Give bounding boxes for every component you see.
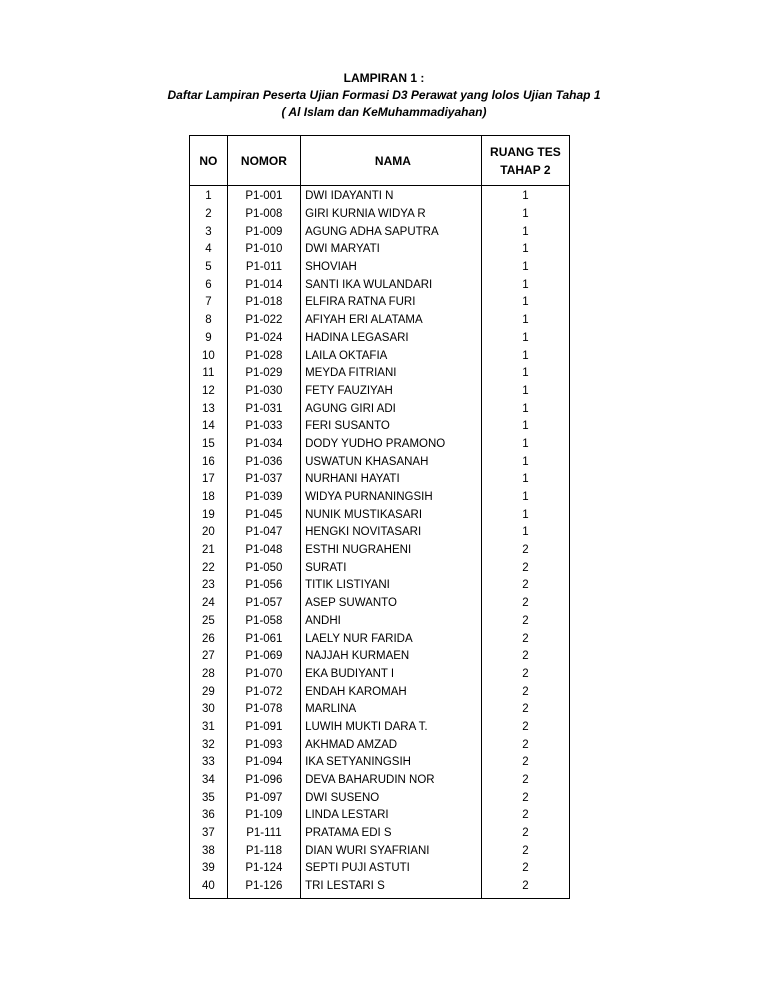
- cell-nomor: P1-031: [227, 400, 300, 418]
- cell-no: 15: [190, 436, 228, 454]
- table-row: [190, 259, 570, 277]
- cell-nomor: P1-126: [227, 878, 300, 898]
- cell-ruang-tes: 1: [481, 524, 569, 542]
- table-row: [190, 630, 570, 648]
- cell-no: 18: [190, 489, 228, 507]
- cell-no: 30: [190, 701, 228, 719]
- cell-nama: DWI SUSENO: [301, 789, 482, 807]
- cell-ruang-tes: 2: [481, 719, 569, 737]
- cell-nama: AKHMAD AMZAD: [301, 736, 482, 754]
- cell-ruang-tes: 1: [481, 294, 569, 312]
- cell-nama: FERI SUSANTO: [301, 418, 482, 436]
- cell-ruang-tes: 1: [481, 347, 569, 365]
- cell-nama: DWI MARYATI: [301, 241, 482, 259]
- cell-nama: MARLINA: [301, 701, 482, 719]
- cell-nomor: P1-030: [227, 383, 300, 401]
- cell-ruang-tes: 1: [481, 471, 569, 489]
- column-header-nama: NAMA: [301, 136, 482, 186]
- cell-nomor: P1-033: [227, 418, 300, 436]
- column-header-no: NO: [190, 136, 228, 186]
- cell-nama: ENDAH KAROMAH: [301, 683, 482, 701]
- cell-no: 31: [190, 719, 228, 737]
- cell-nama: WIDYA PURNANINGSIH: [301, 489, 482, 507]
- cell-no: 39: [190, 860, 228, 878]
- cell-no: 23: [190, 577, 228, 595]
- cell-no: 7: [190, 294, 228, 312]
- cell-ruang-tes: 1: [481, 383, 569, 401]
- cell-ruang-tes: 1: [481, 276, 569, 294]
- cell-no: 27: [190, 648, 228, 666]
- cell-nomor: P1-009: [227, 223, 300, 241]
- cell-ruang-tes: 2: [481, 842, 569, 860]
- cell-nama: LINDA LESTARI: [301, 807, 482, 825]
- participant-table: [189, 135, 570, 899]
- table-row: [190, 365, 570, 383]
- cell-nomor: P1-061: [227, 630, 300, 648]
- cell-no: 11: [190, 365, 228, 383]
- cell-nomor: P1-094: [227, 754, 300, 772]
- cell-nomor: P1-093: [227, 736, 300, 754]
- cell-nomor: P1-014: [227, 276, 300, 294]
- cell-no: 40: [190, 878, 228, 898]
- cell-nomor: P1-024: [227, 330, 300, 348]
- table-row: [190, 294, 570, 312]
- cell-no: 3: [190, 223, 228, 241]
- cell-ruang-tes: 1: [481, 436, 569, 454]
- table-row: [190, 754, 570, 772]
- cell-ruang-tes: 1: [481, 418, 569, 436]
- table-row: [190, 683, 570, 701]
- table-row: [190, 613, 570, 631]
- table-row: [190, 595, 570, 613]
- table-row: [190, 471, 570, 489]
- cell-nomor: P1-018: [227, 294, 300, 312]
- cell-nama: HENGKI NOVITASARI: [301, 524, 482, 542]
- cell-nomor: P1-109: [227, 807, 300, 825]
- table-row: [190, 807, 570, 825]
- cell-ruang-tes: 2: [481, 559, 569, 577]
- table-row: [190, 330, 570, 348]
- table-row: [190, 347, 570, 365]
- cell-nomor: P1-037: [227, 471, 300, 489]
- cell-ruang-tes: 2: [481, 789, 569, 807]
- cell-nomor: P1-118: [227, 842, 300, 860]
- cell-no: 25: [190, 613, 228, 631]
- table-row: [190, 489, 570, 507]
- cell-nomor: P1-010: [227, 241, 300, 259]
- cell-ruang-tes: 2: [481, 630, 569, 648]
- cell-ruang-tes: 2: [481, 683, 569, 701]
- column-header-ruang-line1: RUANG TES: [490, 144, 561, 159]
- cell-ruang-tes: 2: [481, 666, 569, 684]
- cell-nama: ASEP SUWANTO: [301, 595, 482, 613]
- table-row: [190, 383, 570, 401]
- cell-nomor: P1-070: [227, 666, 300, 684]
- cell-nama: AGUNG ADHA SAPUTRA: [301, 223, 482, 241]
- cell-nomor: P1-096: [227, 772, 300, 790]
- cell-nomor: P1-011: [227, 259, 300, 277]
- table-row: [190, 436, 570, 454]
- cell-nomor: P1-124: [227, 860, 300, 878]
- cell-nama: SANTI IKA WULANDARI: [301, 276, 482, 294]
- cell-no: 14: [190, 418, 228, 436]
- column-header-nomor: NOMOR: [227, 136, 300, 186]
- cell-ruang-tes: 2: [481, 825, 569, 843]
- cell-nomor: P1-048: [227, 542, 300, 560]
- cell-nama: USWATUN KHASANAH: [301, 453, 482, 471]
- cell-nomor: P1-056: [227, 577, 300, 595]
- cell-no: 12: [190, 383, 228, 401]
- table-row: [190, 719, 570, 737]
- cell-ruang-tes: 1: [481, 400, 569, 418]
- cell-ruang-tes: 1: [481, 186, 569, 206]
- cell-ruang-tes: 2: [481, 542, 569, 560]
- column-header-ruang-line2: TAHAP 2: [500, 162, 551, 177]
- table-header: [190, 136, 570, 186]
- cell-nomor: P1-036: [227, 453, 300, 471]
- cell-nomor: P1-057: [227, 595, 300, 613]
- cell-nama: SURATI: [301, 559, 482, 577]
- cell-nama: TITIK LISTIYANI: [301, 577, 482, 595]
- cell-nama: PRATAMA EDI S: [301, 825, 482, 843]
- cell-nama: SHOVIAH: [301, 259, 482, 277]
- cell-ruang-tes: 1: [481, 259, 569, 277]
- cell-no: 36: [190, 807, 228, 825]
- cell-no: 8: [190, 312, 228, 330]
- cell-no: 37: [190, 825, 228, 843]
- cell-nomor: P1-111: [227, 825, 300, 843]
- cell-nomor: P1-034: [227, 436, 300, 454]
- cell-nama: DODY YUDHO PRAMONO: [301, 436, 482, 454]
- cell-nama: HADINA LEGASARI: [301, 330, 482, 348]
- cell-nomor: P1-028: [227, 347, 300, 365]
- cell-no: 32: [190, 736, 228, 754]
- table-row: [190, 506, 570, 524]
- cell-nama: EKA BUDIYANT I: [301, 666, 482, 684]
- table-row: [190, 223, 570, 241]
- cell-ruang-tes: 2: [481, 648, 569, 666]
- table-row: [190, 542, 570, 560]
- cell-ruang-tes: 1: [481, 506, 569, 524]
- cell-nama: DEVA BAHARUDIN NOR: [301, 772, 482, 790]
- cell-nama: FETY FAUZIYAH: [301, 383, 482, 401]
- cell-nomor: P1-072: [227, 683, 300, 701]
- cell-ruang-tes: 2: [481, 736, 569, 754]
- cell-ruang-tes: 2: [481, 613, 569, 631]
- cell-no: 6: [190, 276, 228, 294]
- cell-nama: SEPTI PUJI ASTUTI: [301, 860, 482, 878]
- table-row: [190, 736, 570, 754]
- table-row: [190, 186, 570, 206]
- table-row: [190, 418, 570, 436]
- cell-ruang-tes: 1: [481, 489, 569, 507]
- cell-no: 28: [190, 666, 228, 684]
- table-row: [190, 559, 570, 577]
- cell-ruang-tes: 2: [481, 878, 569, 898]
- cell-nomor: P1-091: [227, 719, 300, 737]
- cell-nomor: P1-008: [227, 206, 300, 224]
- cell-nama: IKA SETYANINGSIH: [301, 754, 482, 772]
- column-header-ruang-tes: [481, 136, 569, 186]
- cell-ruang-tes: 2: [481, 772, 569, 790]
- cell-nomor: P1-039: [227, 489, 300, 507]
- table-row: [190, 701, 570, 719]
- table-row: [190, 453, 570, 471]
- cell-ruang-tes: 1: [481, 312, 569, 330]
- cell-no: 34: [190, 772, 228, 790]
- cell-no: 33: [190, 754, 228, 772]
- document-subtitle: Daftar Lampiran Peserta Ujian Formasi D3 Perawat yang lolos Ujian Tahap 1: [167, 88, 601, 102]
- cell-ruang-tes: 2: [481, 701, 569, 719]
- cell-no: 26: [190, 630, 228, 648]
- document-header: [0, 70, 768, 121]
- cell-no: 19: [190, 506, 228, 524]
- cell-nama: ELFIRA RATNA FURI: [301, 294, 482, 312]
- cell-ruang-tes: 1: [481, 330, 569, 348]
- table-row: [190, 648, 570, 666]
- cell-nomor: P1-078: [227, 701, 300, 719]
- cell-no: 5: [190, 259, 228, 277]
- cell-no: 24: [190, 595, 228, 613]
- cell-nomor: P1-045: [227, 506, 300, 524]
- cell-ruang-tes: 1: [481, 365, 569, 383]
- cell-ruang-tes: 1: [481, 241, 569, 259]
- cell-nama: ANDHI: [301, 613, 482, 631]
- cell-nama: TRI LESTARI S: [301, 878, 482, 898]
- cell-no: 13: [190, 400, 228, 418]
- table-row: [190, 842, 570, 860]
- table-row: [190, 666, 570, 684]
- cell-nomor: P1-050: [227, 559, 300, 577]
- header-row: [190, 136, 570, 186]
- cell-nama: AGUNG GIRI ADI: [301, 400, 482, 418]
- table-row: [190, 312, 570, 330]
- table-row: [190, 241, 570, 259]
- cell-ruang-tes: 1: [481, 453, 569, 471]
- table-row: [190, 276, 570, 294]
- cell-nama: NUNIK MUSTIKASARI: [301, 506, 482, 524]
- cell-no: 4: [190, 241, 228, 259]
- cell-ruang-tes: 2: [481, 807, 569, 825]
- table-body: [190, 186, 570, 899]
- cell-no: 17: [190, 471, 228, 489]
- cell-no: 1: [190, 186, 228, 206]
- cell-ruang-tes: 2: [481, 860, 569, 878]
- cell-no: 2: [190, 206, 228, 224]
- cell-nomor: P1-069: [227, 648, 300, 666]
- table-row: [190, 772, 570, 790]
- document-heading: LAMPIRAN 1 :: [343, 71, 425, 85]
- cell-nomor: P1-047: [227, 524, 300, 542]
- cell-nomor: P1-022: [227, 312, 300, 330]
- cell-nama: NURHANI HAYATI: [301, 471, 482, 489]
- cell-no: 29: [190, 683, 228, 701]
- cell-ruang-tes: 2: [481, 577, 569, 595]
- table-row: [190, 789, 570, 807]
- cell-nama: LUWIH MUKTI DARA T.: [301, 719, 482, 737]
- cell-no: 21: [190, 542, 228, 560]
- cell-nomor: P1-058: [227, 613, 300, 631]
- cell-nama: DIAN WURI SYAFRIANI: [301, 842, 482, 860]
- table-row: [190, 577, 570, 595]
- cell-no: 35: [190, 789, 228, 807]
- cell-no: 20: [190, 524, 228, 542]
- table-row: [190, 524, 570, 542]
- cell-nama: GIRI KURNIA WIDYA R: [301, 206, 482, 224]
- cell-ruang-tes: 1: [481, 223, 569, 241]
- cell-nama: LAELY NUR FARIDA: [301, 630, 482, 648]
- cell-nama: DWI IDAYANTI N: [301, 186, 482, 206]
- cell-ruang-tes: 2: [481, 754, 569, 772]
- cell-nomor: P1-097: [227, 789, 300, 807]
- cell-nomor: P1-001: [227, 186, 300, 206]
- cell-nama: NAJJAH KURMAEN: [301, 648, 482, 666]
- table-row: [190, 400, 570, 418]
- table-row: [190, 206, 570, 224]
- cell-nomor: P1-029: [227, 365, 300, 383]
- cell-no: 22: [190, 559, 228, 577]
- cell-ruang-tes: 2: [481, 595, 569, 613]
- cell-ruang-tes: 1: [481, 206, 569, 224]
- table-row: [190, 825, 570, 843]
- cell-no: 9: [190, 330, 228, 348]
- table-row: [190, 860, 570, 878]
- document-subtitle-2: ( Al Islam dan KeMuhammadiyahan): [281, 105, 487, 119]
- cell-nama: AFIYAH ERI ALATAMA: [301, 312, 482, 330]
- cell-nama: LAILA OKTAFIA: [301, 347, 482, 365]
- cell-no: 38: [190, 842, 228, 860]
- cell-nama: ESTHI NUGRAHENI: [301, 542, 482, 560]
- table-row: [190, 878, 570, 898]
- cell-no: 10: [190, 347, 228, 365]
- cell-nama: MEYDA FITRIANI: [301, 365, 482, 383]
- cell-no: 16: [190, 453, 228, 471]
